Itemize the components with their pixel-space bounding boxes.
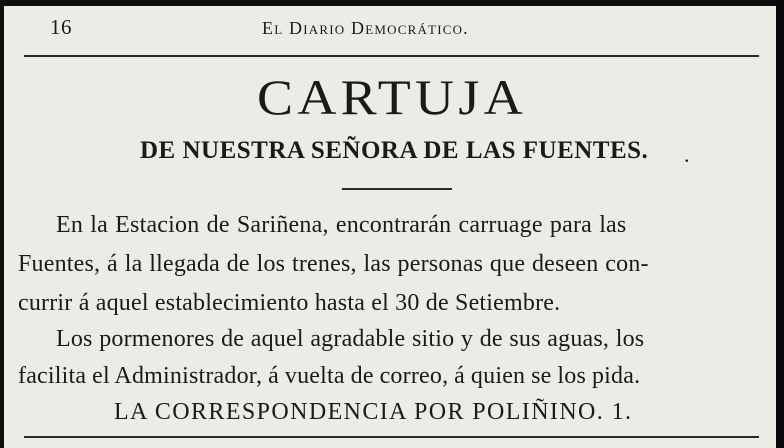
- scan-edge: [776, 0, 784, 448]
- page-number: 16: [50, 15, 72, 39]
- page-header: [4, 14, 776, 44]
- paragraph-1-line-1: En la Estacion de Sariñena, encontrarán carruage para las: [56, 212, 627, 238]
- subtitle-mark: .: [684, 142, 690, 167]
- newspaper-page: [4, 6, 776, 448]
- ad-signature: LA CORRESPONDENCIA POR POLIÑINO. 1.: [114, 399, 633, 425]
- header-rule: [24, 55, 759, 57]
- paragraph-1-line-2: Fuentes, á la llegada de los trenes, las personas que deseen con-: [18, 251, 649, 277]
- ad-subtitle: DE NUESTRA SEÑORA DE LAS FUENTES.: [140, 137, 649, 164]
- paragraph-2-line-1: Los pormenores de aquel agradable sitio y de sus aguas, los: [56, 326, 645, 352]
- ad-title: CARTUJA: [256, 69, 528, 125]
- publication-name: El Diario Democrático.: [262, 18, 469, 38]
- separator-rule: [342, 188, 452, 190]
- footer-rule: [24, 436, 759, 438]
- paragraph-1-line-3: currir á aquel establecimiento hasta el 30 de Setiembre.: [18, 290, 561, 316]
- paragraph-2-line-2: facilita el Administrador, á vuelta de correo, á quien se los pida.: [18, 363, 641, 389]
